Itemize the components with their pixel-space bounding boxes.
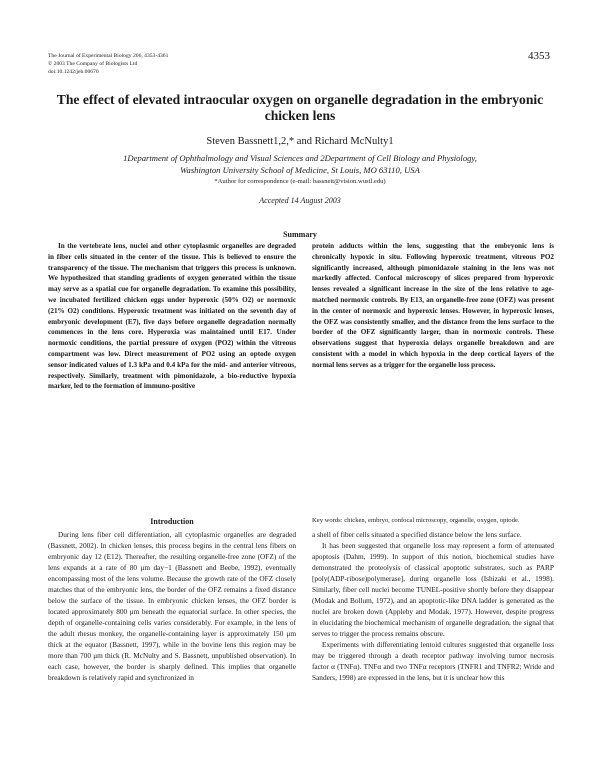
correspondence: *Author for correspondence (e-mail: bassnett@vision.wustl.edu) (214, 178, 386, 185)
introduction-right-column (312, 529, 554, 683)
article-title: The effect of elevated intraocular oxygen on organelle degradation in the embryonic chicken lens (56, 92, 544, 123)
journal-citation: The Journal of Experimental Biology 206, 4353-4361 (48, 53, 169, 59)
accepted-date: Accepted 14 August 2003 (259, 196, 341, 205)
affiliation-line-1: 1Department of Ophthalmology and Visual Sciences and 2Department of Cell Biology and Physiology, (123, 153, 477, 163)
journal-meta (48, 52, 248, 76)
summary-right-column (312, 241, 554, 371)
copyright: © 2003 The Company of Biologists Ltd (48, 61, 138, 67)
summary-left-column (48, 241, 296, 392)
intro-paragraph-2: It has been suggested that organelle loss may represent a form of attenuated apoptosis (Dahm, 1999). In support of this notion, biochemical studies have demonstrated the proteolysis of classical apoptotic substrates, such as PARP [poly(ADP-ribose)polymerase], during organelle loss (Ishizaki et al., 1998). Similarly, fiber cell nuclei become TUNEL-positive shortly before they disappear (Modak and Bollum, 1972), and an apoptotic-like DNA ladder is generated as the nuclei are broken down (Appleby and Modak, 1977). However, despite progress in elucidating the biochemical mechanism of organelle degradation, the signal that serves to trigger the process remains obscure. (312, 541, 554, 638)
intro-paragraph-3: Experiments with differentiating lentoid cultures suggested that organelle loss may be triggered through a death receptor pathway involving tumor necrosis factor α (TNFα). TNFα and two TNFα receptors (TNFR1 and TNFR2; Wride and Sanders, 1998) are expressed in the lens, but it is unclear how this (312, 640, 554, 682)
summary-heading: Summary (283, 230, 317, 239)
introduction-left-column: During lens fiber cell differentiation, all cytoplasmic organelles are degraded (Bassnett, 2002). In chicken lenses, this process begins in the central lens fibers on embryonic day 12 (E12). Thereafter, the resulting organelle-free zone (OFZ) of the lens expands at a rate of 80 μm day−1 (Bassnett and Beebe, 1992), eventually encompassing most of the lens volume. Because the growth rate of the OFZ closely matches that of the embryonic lens, the border of the OFZ remains a fixed distance below the surface of the tissue. In embryonic chicken lenses, the OFZ border is located approximately 800 μm beneath the equatorial surface. In other species, the depth of organelle-containing cells varies considerably. For example, in the lens of the adult rhesus monkey, the organelle-containing layer is approximately 150 μm thick at the equator (Bassnett, 1997), while in the bovine lens this region may be more than 700 μm thick (R. McNulty and S. Bassnett, unpublished observation). In each case, however, the border is sharply defined. This implies that organelle breakdown is relatively rapid and synchronized in (48, 530, 296, 682)
intro-paragraph-1: a shell of fiber cells situated a specified distance below the lens surface. (312, 530, 522, 539)
affiliation-line-2: Washington University School of Medicine, St Louis, MO 63110, USA (180, 165, 420, 175)
doi: doi:10.1242/jeb.00670 (48, 69, 99, 75)
keywords: Key words: chicken, embryo, confocal microscopy, organelle, oxygen, optode. (312, 517, 520, 524)
summary-left-text: In the vertebrate lens, nuclei and other cytoplasmic organelles are degraded in fiber cells situated in the center of the tissue. This is believed to ensure the transparency of the tissue. The mechanism that triggers this process is unknown. We hypothesized that standing gradients of oxygen generated within the tissue may serve as a spatial cue for organelle degradation. To examine this possibility, we incubated fertilized chicken eggs under hyperoxic (50% O2) or normoxic (21% O2) conditions. Hyperoxic treatment was initiated on the seventh day of embryonic development (E7), five days before organelle degradation normally commences in the lens core. Hyperoxia was maintained until E17. Under normoxic conditions, the partial pressure of oxygen (PO2) within the vitreous compartment was low. Direct measurement of PO2 using an optode oxygen sensor indicated values of 1.3 kPa and 0.4 kPa for the mid- and anterior vitreous, respectively. Similarly, treatment with pimonidazole, a bio-reductive hypoxia marker, led to the formation of immuno-positive (48, 242, 296, 391)
introduction-heading: Introduction (150, 517, 194, 526)
affiliations (50, 152, 550, 176)
summary-right-text: protein adducts within the lens, suggesting that the embryonic lens is chronically hypoxic in situ. Following hyperoxic treatment, vitreous PO2 significantly increased, although pimonidazole staining in the lens was not markedly affected. Confocal microscopy of slices prepared from hyperoxic lenses revealed a significant increase in the size of the lens relative to age-matched normoxic controls. By E13, an organelle-free zone (OFZ) was present in the center of normoxic and hyperoxic lenses. However, in hyperoxic lenses, the OFZ was consistently smaller, and the distance from the lens surface to the border of the OFZ significantly larger, than in normoxic controls. These observations suggest that hyperoxia delays organelle breakdown and are consistent with a model in which hypoxia in the deep cortical layers of the normal lens serves as a trigger for the organelle loss process. (312, 242, 554, 369)
authors: Steven Bassnett1,2,* and Richard McNulty1 (206, 136, 394, 147)
page-number: 4353 (528, 50, 550, 62)
